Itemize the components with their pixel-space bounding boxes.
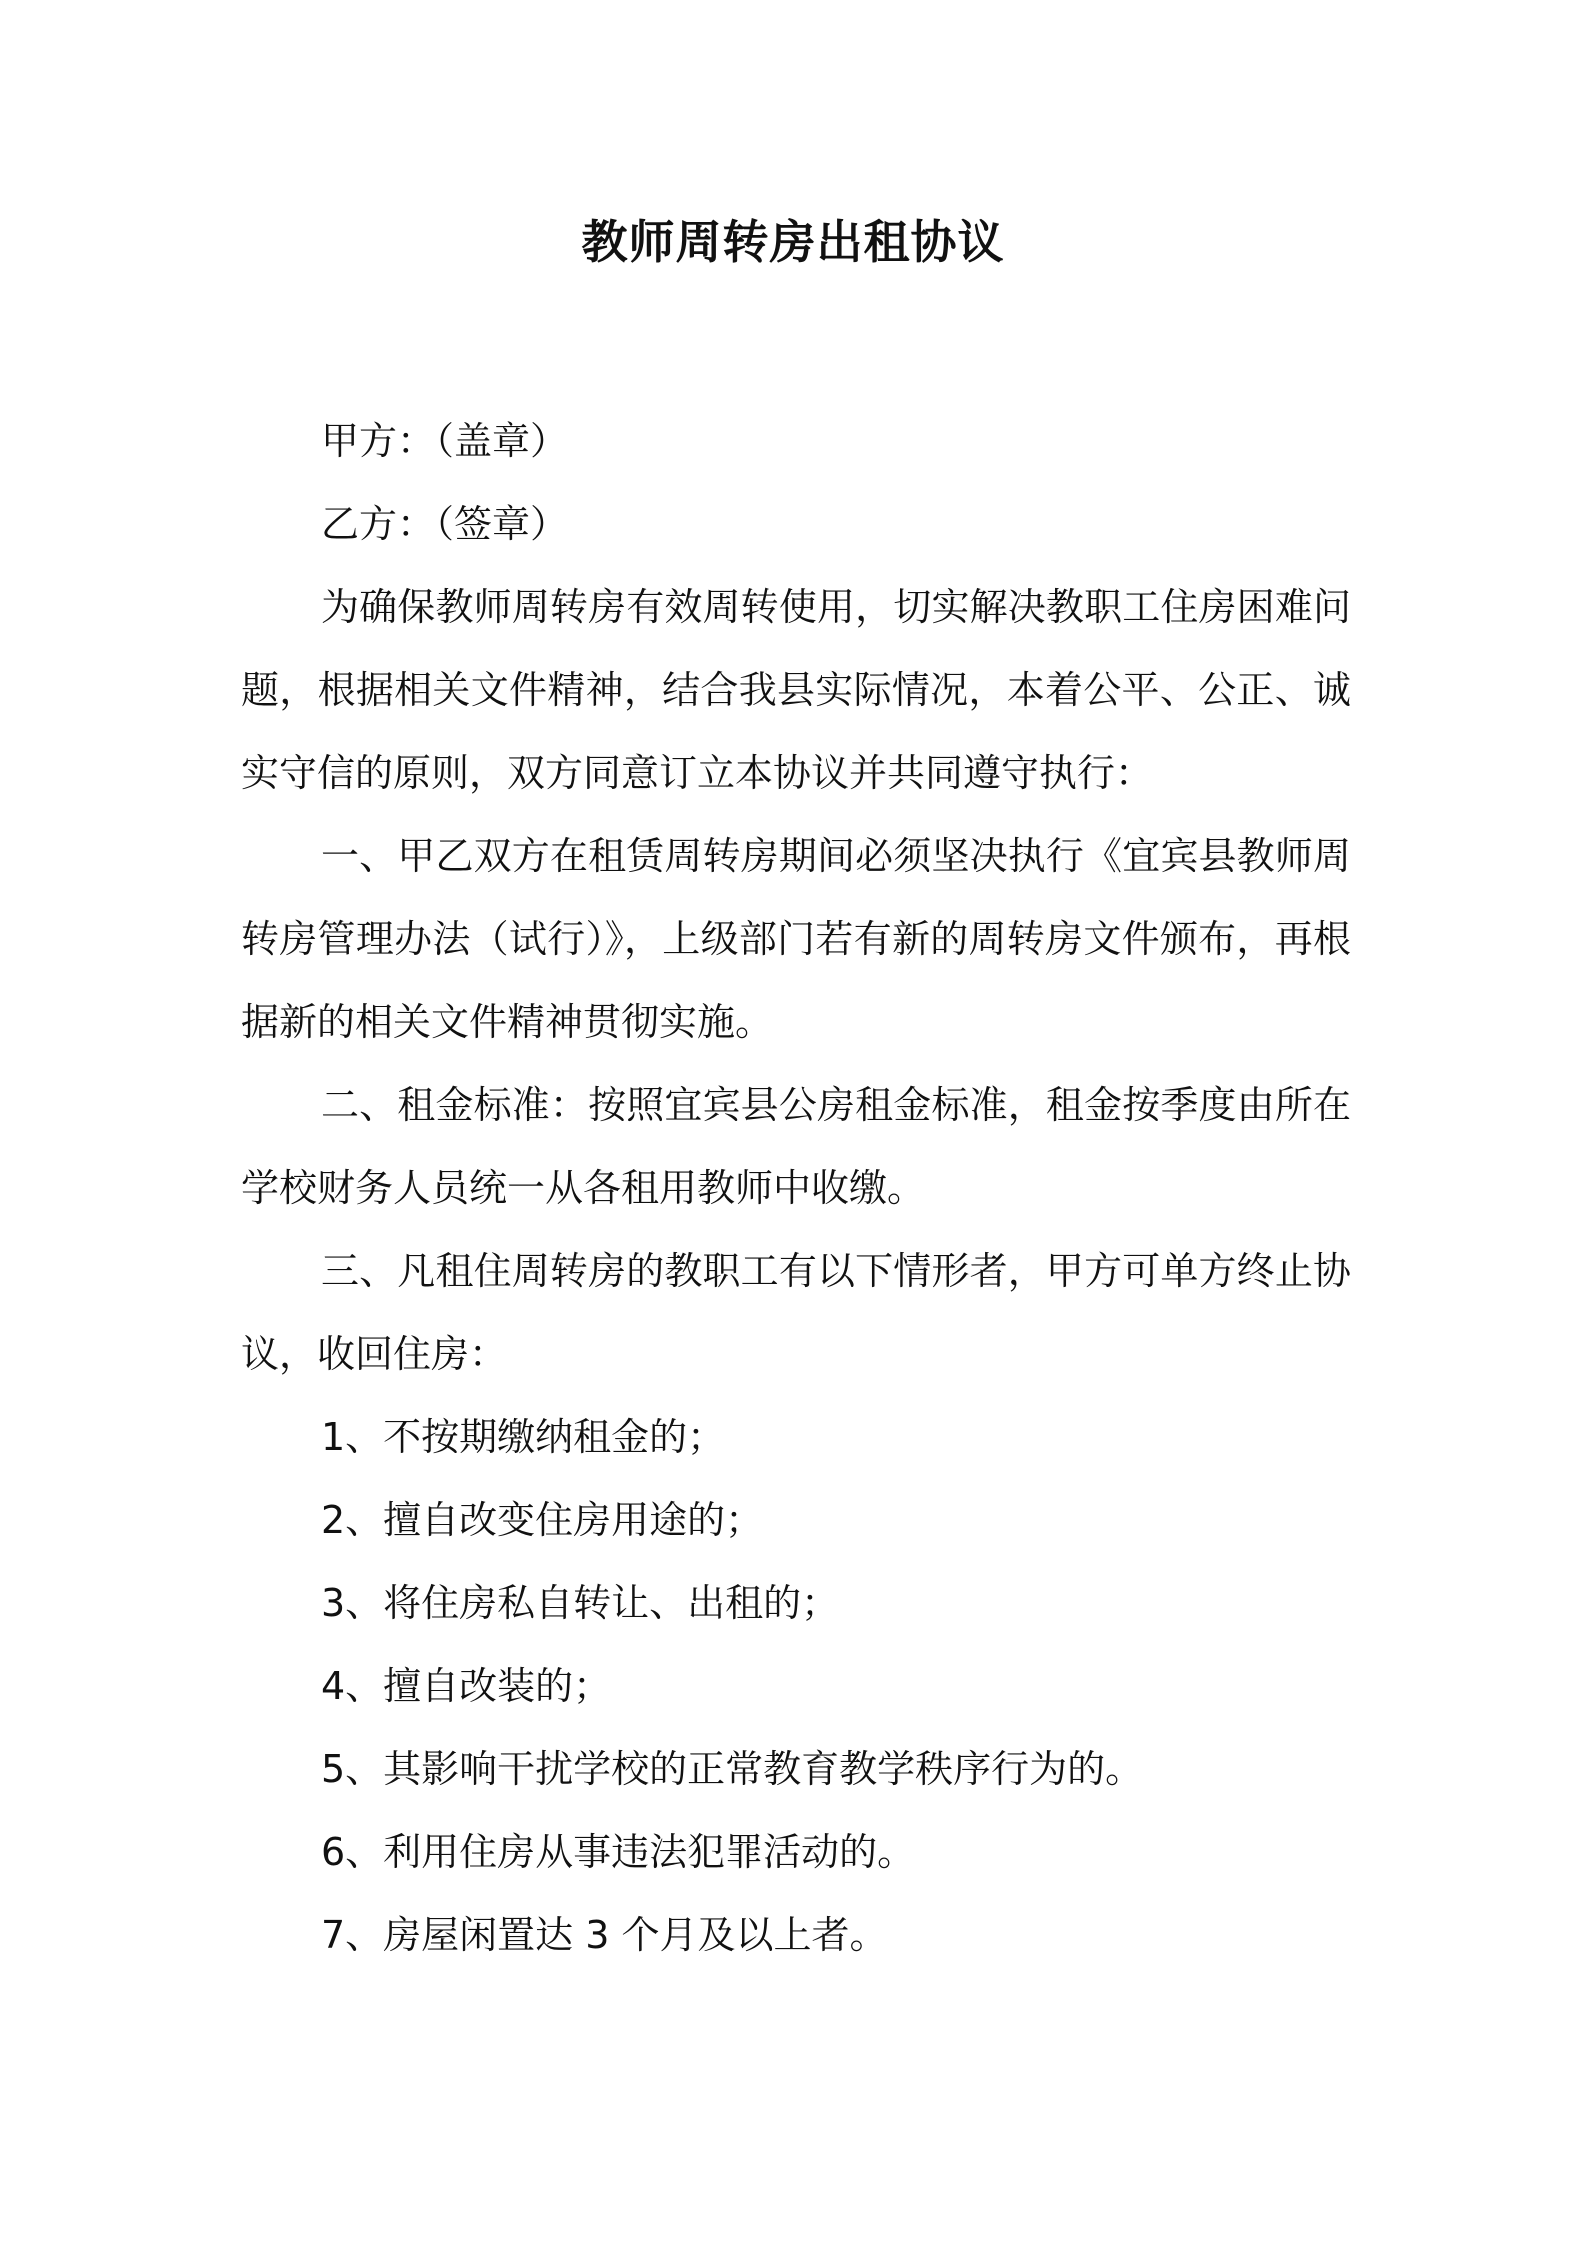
- list-item-7: 7、房屋闲置达 3 个月及以上者。: [321, 1913, 888, 1957]
- clause-1-paragraph: 一、甲乙双方在租赁周转房期间必须坚决执行《宜宾县教师周转房管理办法（试行）》，上级部门若有新的周转房文件颁布，再根据新的相关文件精神贯彻实施。: [241, 834, 1351, 1044]
- document-body: [241, 400, 1351, 1977]
- list-item-6: 6、利用住房从事违法犯罪活动的。: [321, 1830, 916, 1874]
- list-item-5: 5、其影响干扰学校的正常教育教学秩序行为的。: [321, 1747, 1144, 1791]
- list-item-1: 1、不按期缴纳租金的；: [321, 1415, 726, 1459]
- clause-3-paragraph: 三、凡租住周转房的教职工有以下情形者，甲方可单方终止协议，收回住房：: [241, 1249, 1351, 1376]
- party-a-line: 甲方：（盖章）: [321, 419, 569, 463]
- list-item-2: 2、擅自改变住房用途的；: [321, 1498, 764, 1542]
- intro-paragraph: 为确保教师周转房有效周转使用，切实解决教职工住房困难问题，根据相关文件精神，结合我县实际情况，本着公平、公正、诚实守信的原则，双方同意订立本协议并共同遵守执行：: [241, 585, 1351, 795]
- list-item-4: 4、擅自改装的；: [321, 1664, 612, 1708]
- list-item-3: 3、将住房私自转让、出租的；: [321, 1581, 840, 1625]
- clause-2-paragraph: 二、租金标准：按照宜宾县公房租金标准，租金按季度由所在学校财务人员统一从各租用教师中收缴。: [241, 1083, 1351, 1210]
- document-title: 教师周转房出租协议: [581, 215, 1005, 269]
- party-b-line: 乙方：（签章）: [321, 502, 569, 546]
